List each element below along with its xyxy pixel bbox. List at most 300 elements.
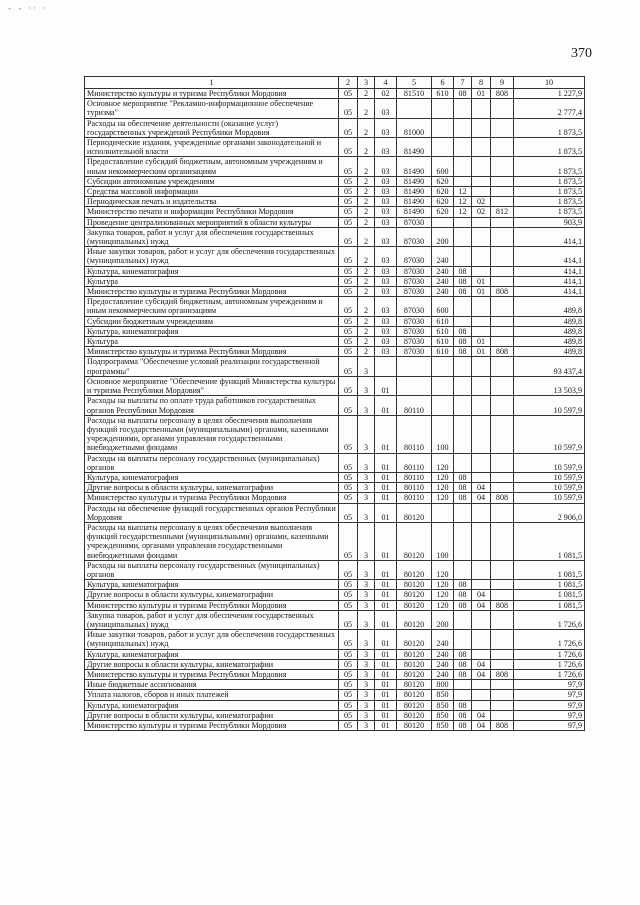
row-name: Иные бюджетные ассигнования xyxy=(85,680,339,690)
row-code-col-4: 01 xyxy=(375,472,397,482)
header-cell-8: 8 xyxy=(472,77,491,89)
row-code-col-7: 08 xyxy=(454,659,472,669)
row-code-col-7: 08 xyxy=(454,590,472,600)
row-amount: 1 081,5 xyxy=(514,522,585,560)
row-code-col-2: 05 xyxy=(339,649,358,659)
row-code-col-4: 01 xyxy=(375,680,397,690)
row-code-col-7 xyxy=(454,316,472,326)
table-row xyxy=(85,276,585,286)
row-code-col-8 xyxy=(472,357,491,376)
row-code-col-6: 620 xyxy=(432,176,454,186)
row-code-col-6 xyxy=(432,118,454,137)
row-amount: 13 503,9 xyxy=(514,376,585,395)
row-code-col-6: 100 xyxy=(432,522,454,560)
row-code-col-3: 2 xyxy=(358,118,375,137)
table-row xyxy=(85,357,585,376)
row-code-col-4: 03 xyxy=(375,337,397,347)
row-name: Закупка товаров, работ и услуг для обеспечения государственных (муниципальных) нужд xyxy=(85,610,339,629)
row-code-col-3: 2 xyxy=(358,227,375,246)
row-code-col-7: 08 xyxy=(454,89,472,99)
row-amount: 414,1 xyxy=(514,287,585,297)
row-amount: 1 726,6 xyxy=(514,659,585,669)
row-code-col-4: 01 xyxy=(375,453,397,472)
row-code-col-2: 05 xyxy=(339,197,358,207)
row-name: Другие вопросы в области культуры, кинематографии xyxy=(85,659,339,669)
row-code-col-2: 05 xyxy=(339,690,358,700)
row-code-col-4: 01 xyxy=(375,649,397,659)
row-amount: 1 081,5 xyxy=(514,560,585,579)
row-code-col-5: 80120 xyxy=(397,721,432,731)
row-code-col-2: 05 xyxy=(339,396,358,415)
table-row xyxy=(85,700,585,710)
row-code-col-7 xyxy=(454,297,472,316)
row-code-col-8 xyxy=(472,580,491,590)
row-code-col-8: 01 xyxy=(472,347,491,357)
row-code-col-4: 01 xyxy=(375,669,397,679)
row-code-col-9 xyxy=(491,680,514,690)
budget-table xyxy=(84,76,585,731)
row-code-col-7: 08 xyxy=(454,649,472,659)
row-code-col-9 xyxy=(491,326,514,336)
row-code-col-3: 2 xyxy=(358,197,375,207)
header-cell-4: 4 xyxy=(375,77,397,89)
row-code-col-9 xyxy=(491,659,514,669)
table-row xyxy=(85,227,585,246)
row-code-col-2: 05 xyxy=(339,347,358,357)
row-code-col-2: 05 xyxy=(339,176,358,186)
table-row xyxy=(85,680,585,690)
row-code-col-5: 80110 xyxy=(397,472,432,482)
row-code-col-9 xyxy=(491,560,514,579)
row-name: Иные закупки товаров, работ и услуг для обеспечения государственных (муниципальных) нужд xyxy=(85,247,339,266)
row-code-col-3: 3 xyxy=(358,721,375,731)
row-code-col-4: 01 xyxy=(375,610,397,629)
row-name: Другие вопросы в области культуры, кинематографии xyxy=(85,710,339,720)
row-code-col-5: 80120 xyxy=(397,649,432,659)
row-code-col-3: 2 xyxy=(358,187,375,197)
row-code-col-5: 87030 xyxy=(397,316,432,326)
row-code-col-9 xyxy=(491,197,514,207)
row-name: Иные закупки товаров, работ и услуг для обеспечения государственных (муниципальных) нужд xyxy=(85,630,339,649)
row-name: Культура, кинематография xyxy=(85,700,339,710)
row-code-col-4: 01 xyxy=(375,503,397,522)
row-code-col-6: 120 xyxy=(432,600,454,610)
table-row xyxy=(85,347,585,357)
row-code-col-6 xyxy=(432,357,454,376)
row-code-col-8 xyxy=(472,680,491,690)
row-code-col-3: 3 xyxy=(358,357,375,376)
row-code-col-8 xyxy=(472,453,491,472)
row-code-col-9: 812 xyxy=(491,207,514,217)
row-code-col-5: 80110 xyxy=(397,493,432,503)
row-code-col-5: 81490 xyxy=(397,176,432,186)
table-row xyxy=(85,590,585,600)
row-name: Расходы на выплаты персоналу в целях обеспечения выполнения функций государственными (муниципальными) органами, казенными учреждениями, органами управления государственными внебюджетными фондами xyxy=(85,415,339,453)
row-code-col-4: 03 xyxy=(375,99,397,118)
row-code-col-8 xyxy=(472,227,491,246)
row-name: Культура, кинематография xyxy=(85,649,339,659)
row-code-col-6: 850 xyxy=(432,721,454,731)
row-code-col-6: 240 xyxy=(432,630,454,649)
row-code-col-8: 01 xyxy=(472,89,491,99)
row-name: Министерство культуры и туризма Республики Мордовия xyxy=(85,89,339,99)
row-code-col-5 xyxy=(397,376,432,395)
table-row xyxy=(85,659,585,669)
row-code-col-5: 87030 xyxy=(397,266,432,276)
row-code-col-9: 808 xyxy=(491,89,514,99)
row-name: Субсидии автономным учреждениям xyxy=(85,176,339,186)
row-code-col-5: 80120 xyxy=(397,630,432,649)
row-code-col-6: 120 xyxy=(432,493,454,503)
row-code-col-5: 80110 xyxy=(397,415,432,453)
row-code-col-7: 08 xyxy=(454,483,472,493)
row-code-col-4: 03 xyxy=(375,176,397,186)
row-code-col-2: 05 xyxy=(339,610,358,629)
row-code-col-3: 3 xyxy=(358,590,375,600)
row-code-col-8 xyxy=(472,217,491,227)
row-code-col-4: 01 xyxy=(375,700,397,710)
row-amount: 1 081,5 xyxy=(514,580,585,590)
row-code-col-5: 81490 xyxy=(397,197,432,207)
row-code-col-9 xyxy=(491,316,514,326)
table-row xyxy=(85,118,585,137)
row-code-col-8 xyxy=(472,649,491,659)
row-name: Культура, кинематография xyxy=(85,580,339,590)
row-amount: 10 597,9 xyxy=(514,415,585,453)
table-row xyxy=(85,493,585,503)
row-code-col-3: 2 xyxy=(358,347,375,357)
row-code-col-8 xyxy=(472,396,491,415)
table-row xyxy=(85,710,585,720)
row-amount: 10 597,9 xyxy=(514,493,585,503)
table-row xyxy=(85,690,585,700)
row-code-col-6 xyxy=(432,138,454,157)
row-name: Министерство культуры и туризма Республики Мордовия xyxy=(85,493,339,503)
header-cell-3: 3 xyxy=(358,77,375,89)
row-code-col-6: 610 xyxy=(432,316,454,326)
table-row xyxy=(85,503,585,522)
row-code-col-2: 05 xyxy=(339,326,358,336)
row-code-col-2: 05 xyxy=(339,669,358,679)
row-code-col-6: 200 xyxy=(432,610,454,629)
row-code-col-8: 04 xyxy=(472,600,491,610)
row-code-col-8: 04 xyxy=(472,721,491,731)
row-name: Культура, кинематография xyxy=(85,266,339,276)
row-code-col-4: 03 xyxy=(375,276,397,286)
row-code-col-6: 100 xyxy=(432,415,454,453)
row-code-col-4: 03 xyxy=(375,266,397,276)
row-code-col-5: 80120 xyxy=(397,522,432,560)
table-row xyxy=(85,376,585,395)
row-code-col-2: 05 xyxy=(339,680,358,690)
row-code-col-9 xyxy=(491,99,514,118)
table-row xyxy=(85,721,585,731)
row-code-col-2: 05 xyxy=(339,659,358,669)
row-amount: 10 597,9 xyxy=(514,483,585,493)
row-code-col-9 xyxy=(491,522,514,560)
row-code-col-6 xyxy=(432,503,454,522)
row-code-col-8 xyxy=(472,266,491,276)
row-code-col-6: 240 xyxy=(432,649,454,659)
row-code-col-5: 80120 xyxy=(397,680,432,690)
row-code-col-4: 02 xyxy=(375,89,397,99)
row-code-col-2: 05 xyxy=(339,483,358,493)
row-code-col-2: 05 xyxy=(339,316,358,326)
row-code-col-3: 3 xyxy=(358,415,375,453)
row-name: Предоставление субсидий бюджетным, автономным учреждениям и иным некоммерческим организациям xyxy=(85,157,339,176)
row-code-col-2: 05 xyxy=(339,415,358,453)
row-code-col-7: 08 xyxy=(454,276,472,286)
page-number: 370 xyxy=(571,46,592,61)
row-code-col-2: 05 xyxy=(339,187,358,197)
row-code-col-5: 81510 xyxy=(397,89,432,99)
row-code-col-2: 05 xyxy=(339,276,358,286)
row-code-col-5: 81490 xyxy=(397,157,432,176)
row-code-col-2: 05 xyxy=(339,157,358,176)
row-code-col-9: 808 xyxy=(491,347,514,357)
row-code-col-3: 3 xyxy=(358,630,375,649)
row-amount: 1 081,5 xyxy=(514,600,585,610)
row-code-col-5: 80120 xyxy=(397,659,432,669)
row-code-col-8 xyxy=(472,472,491,482)
row-code-col-2: 05 xyxy=(339,297,358,316)
row-code-col-8 xyxy=(472,560,491,579)
row-code-col-7 xyxy=(454,118,472,137)
row-name: Расходы на выплаты персоналу государственных (муниципальных) органов xyxy=(85,560,339,579)
row-code-col-7 xyxy=(454,503,472,522)
row-name: Предоставление субсидий бюджетным, автономным учреждениям и иным некоммерческим организациям xyxy=(85,297,339,316)
row-name: Министерство культуры и туризма Республики Мордовия xyxy=(85,600,339,610)
row-code-col-6 xyxy=(432,396,454,415)
row-code-col-7 xyxy=(454,99,472,118)
row-code-col-7: 08 xyxy=(454,287,472,297)
row-code-col-3: 3 xyxy=(358,522,375,560)
row-code-col-8: 01 xyxy=(472,337,491,347)
row-code-col-3: 3 xyxy=(358,610,375,629)
row-code-col-8 xyxy=(472,118,491,137)
row-code-col-2: 05 xyxy=(339,560,358,579)
row-amount: 10 597,9 xyxy=(514,396,585,415)
row-code-col-7 xyxy=(454,396,472,415)
table-row xyxy=(85,138,585,157)
row-amount: 97,9 xyxy=(514,700,585,710)
row-code-col-6: 610 xyxy=(432,337,454,347)
row-code-col-6: 120 xyxy=(432,472,454,482)
row-code-col-3: 3 xyxy=(358,580,375,590)
table-row xyxy=(85,316,585,326)
row-code-col-2: 05 xyxy=(339,287,358,297)
row-code-col-4: 03 xyxy=(375,118,397,137)
row-code-col-8 xyxy=(472,522,491,560)
row-code-col-8 xyxy=(472,176,491,186)
row-code-col-9 xyxy=(491,610,514,629)
row-code-col-4: 03 xyxy=(375,217,397,227)
row-code-col-5: 87030 xyxy=(397,337,432,347)
row-amount: 1 726,6 xyxy=(514,669,585,679)
row-code-col-9 xyxy=(491,176,514,186)
row-code-col-2: 05 xyxy=(339,376,358,395)
row-code-col-2: 05 xyxy=(339,600,358,610)
row-code-col-3: 3 xyxy=(358,483,375,493)
row-amount: 903,9 xyxy=(514,217,585,227)
scan-edge-marks: - - ·· · xyxy=(8,4,48,14)
row-code-col-9: 808 xyxy=(491,669,514,679)
row-code-col-9 xyxy=(491,472,514,482)
row-code-col-2: 05 xyxy=(339,217,358,227)
row-code-col-3: 3 xyxy=(358,600,375,610)
table-row xyxy=(85,610,585,629)
row-code-col-5: 80120 xyxy=(397,503,432,522)
budget-table-container xyxy=(84,76,584,731)
row-amount: 2 906,0 xyxy=(514,503,585,522)
row-code-col-7: 08 xyxy=(454,721,472,731)
table-row xyxy=(85,266,585,276)
row-code-col-3: 3 xyxy=(358,472,375,482)
row-amount: 1 726,6 xyxy=(514,610,585,629)
row-code-col-9 xyxy=(491,118,514,137)
row-code-col-5: 80120 xyxy=(397,710,432,720)
row-code-col-5: 87030 xyxy=(397,287,432,297)
row-code-col-4: 03 xyxy=(375,227,397,246)
row-code-col-5: 80120 xyxy=(397,700,432,710)
row-amount: 1 227,9 xyxy=(514,89,585,99)
row-code-col-8 xyxy=(472,138,491,157)
row-code-col-2: 05 xyxy=(339,630,358,649)
row-code-col-4: 03 xyxy=(375,347,397,357)
row-code-col-2: 05 xyxy=(339,138,358,157)
row-code-col-8: 01 xyxy=(472,287,491,297)
row-code-col-4: 03 xyxy=(375,138,397,157)
row-code-col-4: 03 xyxy=(375,297,397,316)
row-code-col-3: 3 xyxy=(358,669,375,679)
row-code-col-9 xyxy=(491,415,514,453)
row-amount: 414,1 xyxy=(514,247,585,266)
table-row xyxy=(85,297,585,316)
row-code-col-9: 808 xyxy=(491,600,514,610)
row-name: Субсидии бюджетным учреждениям xyxy=(85,316,339,326)
row-code-col-2: 05 xyxy=(339,266,358,276)
row-code-col-4: 01 xyxy=(375,415,397,453)
row-amount: 2 777,4 xyxy=(514,99,585,118)
table-row xyxy=(85,600,585,610)
row-code-col-7 xyxy=(454,157,472,176)
row-code-col-5: 80120 xyxy=(397,669,432,679)
table-row xyxy=(85,472,585,482)
row-amount: 1 873,5 xyxy=(514,118,585,137)
row-code-col-4: 01 xyxy=(375,376,397,395)
row-code-col-6: 610 xyxy=(432,89,454,99)
row-code-col-2: 05 xyxy=(339,227,358,246)
row-code-col-5: 87030 xyxy=(397,297,432,316)
row-code-col-8 xyxy=(472,247,491,266)
row-code-col-7: 12 xyxy=(454,187,472,197)
row-code-col-3: 2 xyxy=(358,138,375,157)
row-code-col-3: 2 xyxy=(358,217,375,227)
table-row xyxy=(85,247,585,266)
row-code-col-6: 850 xyxy=(432,690,454,700)
row-code-col-3: 3 xyxy=(358,659,375,669)
row-name: Периодическая печать и издательства xyxy=(85,197,339,207)
row-code-col-2: 05 xyxy=(339,207,358,217)
row-code-col-3: 3 xyxy=(358,493,375,503)
row-code-col-5: 80120 xyxy=(397,690,432,700)
row-code-col-3: 3 xyxy=(358,560,375,579)
row-name: Культура, кинематография xyxy=(85,326,339,336)
row-code-col-8 xyxy=(472,316,491,326)
row-name: Основное мероприятие "Рекламно-информационное обеспечение туризма" xyxy=(85,99,339,118)
row-code-col-3: 3 xyxy=(358,700,375,710)
row-code-col-3: 3 xyxy=(358,649,375,659)
row-code-col-9 xyxy=(491,227,514,246)
row-code-col-9 xyxy=(491,690,514,700)
row-name: Закупка товаров, работ и услуг для обеспечения государственных (муниципальных) нужд xyxy=(85,227,339,246)
row-code-col-8 xyxy=(472,157,491,176)
table-row xyxy=(85,187,585,197)
row-code-col-5: 87030 xyxy=(397,276,432,286)
row-code-col-6: 240 xyxy=(432,266,454,276)
row-code-col-3: 3 xyxy=(358,453,375,472)
row-code-col-6: 610 xyxy=(432,326,454,336)
row-code-col-3: 2 xyxy=(358,99,375,118)
row-code-col-2: 05 xyxy=(339,493,358,503)
row-amount: 1 873,5 xyxy=(514,187,585,197)
row-code-col-7 xyxy=(454,247,472,266)
row-code-col-4: 01 xyxy=(375,483,397,493)
row-code-col-2: 05 xyxy=(339,247,358,266)
row-code-col-9: 808 xyxy=(491,721,514,731)
row-code-col-7: 08 xyxy=(454,710,472,720)
row-code-col-8 xyxy=(472,415,491,453)
row-name: Министерство культуры и туризма Республики Мордовия xyxy=(85,347,339,357)
row-code-col-2: 05 xyxy=(339,337,358,347)
row-code-col-3: 2 xyxy=(358,337,375,347)
row-code-col-2: 05 xyxy=(339,710,358,720)
row-code-col-7 xyxy=(454,690,472,700)
row-amount: 1 873,5 xyxy=(514,176,585,186)
row-code-col-8: 04 xyxy=(472,493,491,503)
row-amount: 93 437,4 xyxy=(514,357,585,376)
row-code-col-3: 2 xyxy=(358,297,375,316)
row-code-col-2: 05 xyxy=(339,472,358,482)
row-name: Культура xyxy=(85,337,339,347)
row-code-col-7: 08 xyxy=(454,580,472,590)
row-name: Подпрограмма "Обеспечение условий реализации государственной программы" xyxy=(85,357,339,376)
row-name: Расходы на выплаты персоналу в целях обеспечения выполнения функций государственными (муниципальными) органами, казенными учреждениями, органами управления государственными внебюджетными фондами xyxy=(85,522,339,560)
row-code-col-7 xyxy=(454,415,472,453)
row-code-col-8 xyxy=(472,610,491,629)
row-amount: 97,9 xyxy=(514,721,585,731)
row-code-col-3: 3 xyxy=(358,503,375,522)
row-code-col-7: 08 xyxy=(454,326,472,336)
row-name: Другие вопросы в области культуры, кинематографии xyxy=(85,590,339,600)
row-code-col-5: 81490 xyxy=(397,138,432,157)
row-code-col-6 xyxy=(432,217,454,227)
row-code-col-4: 03 xyxy=(375,187,397,197)
row-code-col-9: 808 xyxy=(491,493,514,503)
table-row xyxy=(85,217,585,227)
row-code-col-9 xyxy=(491,247,514,266)
row-code-col-5: 80120 xyxy=(397,560,432,579)
row-code-col-6: 240 xyxy=(432,276,454,286)
row-name: Проведение централизованных мероприятий в области культуры xyxy=(85,217,339,227)
row-code-col-6: 240 xyxy=(432,669,454,679)
row-amount: 10 597,9 xyxy=(514,472,585,482)
row-code-col-4: 01 xyxy=(375,630,397,649)
row-code-col-7 xyxy=(454,680,472,690)
row-code-col-7 xyxy=(454,560,472,579)
row-code-col-7: 08 xyxy=(454,266,472,276)
row-code-col-4: 03 xyxy=(375,287,397,297)
